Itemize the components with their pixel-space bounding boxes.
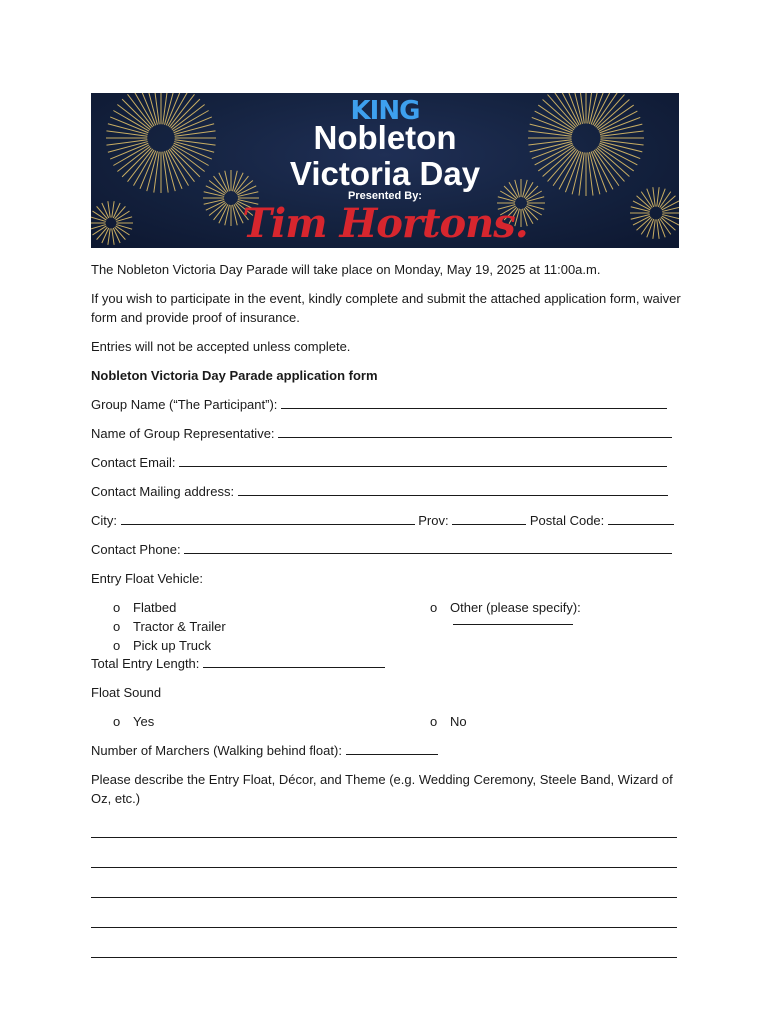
mailing-address-label: Contact Mailing address: <box>91 484 235 499</box>
marchers-blank[interactable] <box>346 741 438 755</box>
vehicle-option-pickup-truck[interactable] <box>113 636 211 655</box>
intro-complete-text: Entries will not be accepted unless complete. <box>91 339 351 354</box>
email-label: Contact Email: <box>91 455 176 470</box>
form-heading: Nobleton Victoria Day Parade application form <box>91 368 378 383</box>
representative-field <box>91 424 681 443</box>
form-document <box>91 260 681 968</box>
vehicle-option-label: Flatbed <box>133 600 177 615</box>
intro-instructions-text: If you wish to participate in the event, kindly complete and submit the attached application form, waiver form and provide proof of insurance. <box>91 291 681 325</box>
vehicle-option-label: Tractor & Trailer <box>133 619 226 634</box>
entry-length-blank[interactable] <box>203 654 385 668</box>
describe-line[interactable] <box>91 818 677 838</box>
phone-blank[interactable] <box>184 540 672 554</box>
tim-hortons-logo: Tim Hortons. <box>242 200 528 247</box>
email-field <box>91 453 681 472</box>
phone-field <box>91 540 681 559</box>
group-name-field <box>91 395 681 414</box>
vehicle-option-label: Pick up Truck <box>133 638 212 653</box>
representative-label: Name of Group Representative: <box>91 426 275 441</box>
float-sound-label: Float Sound <box>91 685 162 700</box>
describe-line[interactable] <box>91 938 677 958</box>
radio-circle-icon: o <box>113 714 121 729</box>
event-banner <box>91 93 679 248</box>
banner-title-line-2: Victoria Day <box>289 155 481 192</box>
radio-circle-icon: o <box>113 619 121 634</box>
radio-circle-icon: o <box>113 638 121 653</box>
postal-code-label: Postal Code: <box>529 513 605 528</box>
vehicle-label: Entry Float Vehicle: <box>91 571 203 586</box>
prov-label: Prov: <box>418 513 449 528</box>
entry-length-field <box>91 654 681 673</box>
marchers-label: Number of Marchers (Walking behind float): <box>91 743 342 758</box>
banner-title <box>91 120 679 192</box>
city-prov-postal-field <box>91 511 681 530</box>
vehicle-option-tractor-trailer[interactable] <box>113 617 226 636</box>
mailing-address-field <box>91 482 681 501</box>
float-sound-no[interactable] <box>430 712 467 731</box>
vehicle-option-flatbed[interactable] <box>113 598 176 617</box>
vehicle-option-label: Other (please specify): <box>450 600 581 615</box>
mailing-address-blank[interactable] <box>238 482 668 496</box>
banner-title-line-1: Nobleton <box>313 119 457 156</box>
phone-label: Contact Phone: <box>91 542 181 557</box>
representative-blank[interactable] <box>278 424 672 438</box>
city-label: City: <box>91 513 117 528</box>
radio-circle-icon: o <box>430 714 438 729</box>
entry-length-label: Total Entry Length: <box>91 656 200 671</box>
float-sound-no-label: No <box>450 714 467 729</box>
float-sound-yes-label: Yes <box>133 714 155 729</box>
float-sound-yes[interactable] <box>113 712 154 731</box>
intro-date-text: The Nobleton Victoria Day Parade will take place on Monday, May 19, 2025 at 11:00a.m. <box>91 262 601 277</box>
king-logo: KING <box>350 96 420 126</box>
marchers-field <box>91 741 681 760</box>
group-name-label: Group Name (“The Participant”): <box>91 397 278 412</box>
vehicle-other-blank[interactable] <box>453 611 573 630</box>
email-blank[interactable] <box>179 453 667 467</box>
group-name-blank[interactable] <box>281 395 667 409</box>
postal-code-blank[interactable] <box>608 511 674 525</box>
vehicle-options <box>91 598 681 654</box>
presented-by-text: Presented By: <box>348 190 422 202</box>
describe-label: Please describe the Entry Float, Décor, and Theme (e.g. Wedding Ceremony, Steele Band, Wizard of Oz, etc.) <box>91 772 673 806</box>
prov-blank[interactable] <box>452 511 526 525</box>
radio-circle-icon: o <box>113 600 121 615</box>
float-sound-options <box>91 712 681 731</box>
radio-circle-icon: o <box>430 600 438 615</box>
describe-line[interactable] <box>91 908 677 928</box>
describe-line[interactable] <box>91 848 677 868</box>
describe-line[interactable] <box>91 878 677 898</box>
city-blank[interactable] <box>121 511 415 525</box>
